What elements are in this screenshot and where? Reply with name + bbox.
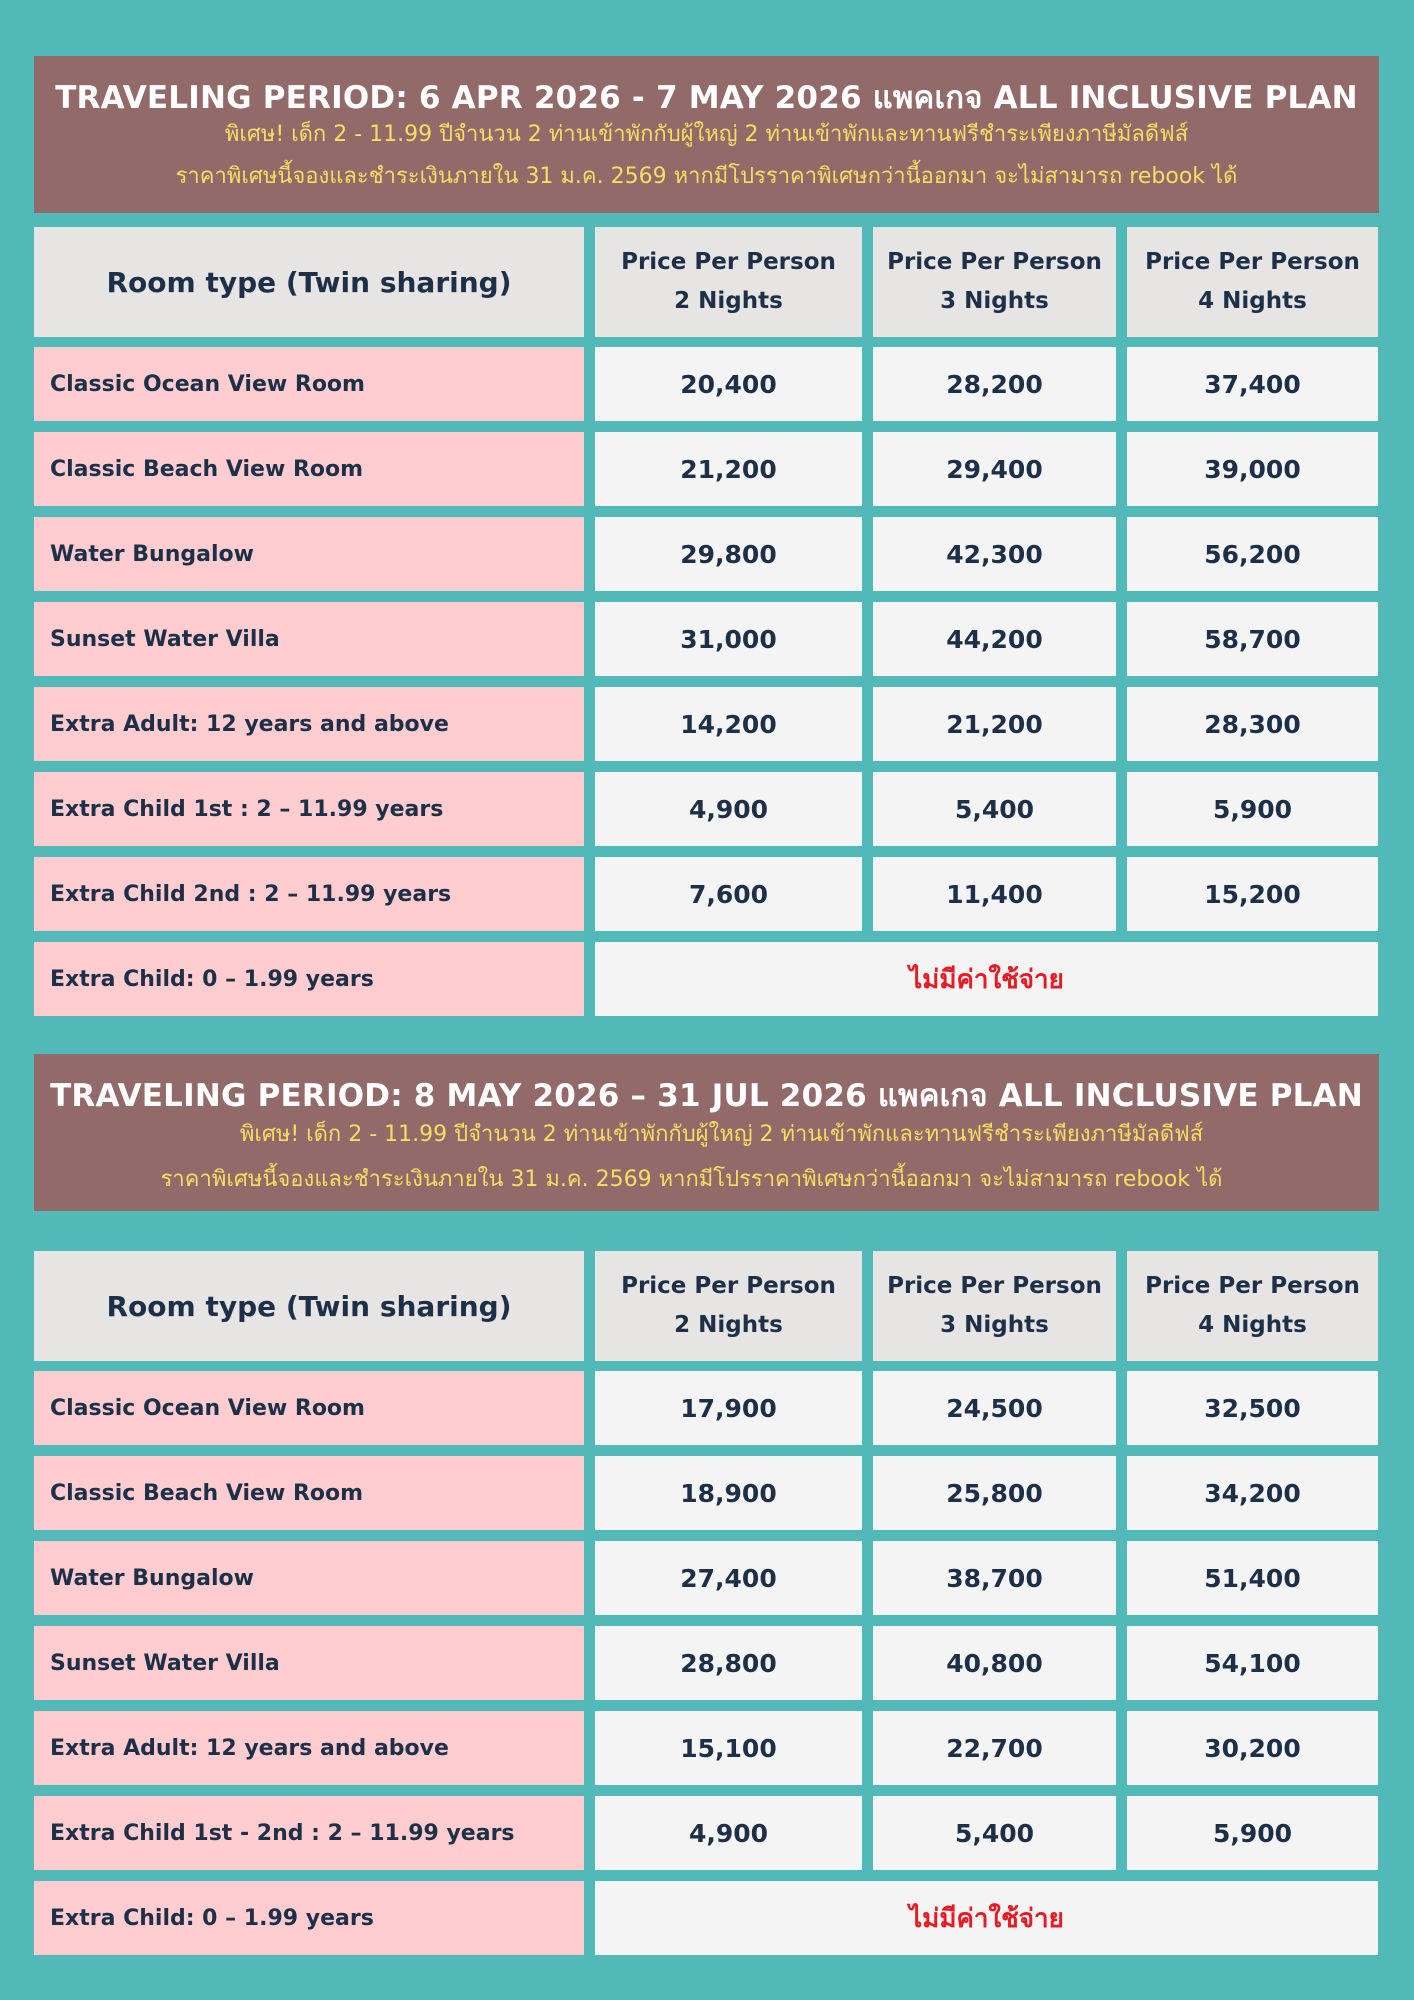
price-cell: 51,400 [1127,1541,1378,1615]
price-cell: 27,400 [595,1541,862,1615]
price-cell: 25,800 [873,1456,1116,1530]
nights-label: 4 Nights [1198,1312,1307,1338]
period-2-header-2-nights [595,1251,862,1361]
price-cell: 5,900 [1127,1796,1378,1870]
price-cell: 54,100 [1127,1626,1378,1700]
price-cell: 32,500 [1127,1371,1378,1445]
price-cell: 21,200 [595,432,862,506]
table-row-label: Extra Child 1st : 2 – 11.99 years [34,772,584,846]
no-charge-cell: ไม่มีค่าใช้จ่าย [595,1881,1378,1955]
price-cell: 58,700 [1127,602,1378,676]
table-row-label: Sunset Water Villa [34,1626,584,1700]
table-row-label: Extra Adult: 12 years and above [34,1711,584,1785]
price-cell: 28,200 [873,347,1116,421]
price-cell: 4,900 [595,1796,862,1870]
table-row-label: Water Bungalow [34,1541,584,1615]
nights-label: 2 Nights [674,288,783,314]
price-per-person-label: Price Per Person [621,249,836,275]
table-row-label: Classic Beach View Room [34,432,584,506]
price-cell: 5,400 [873,1796,1116,1870]
price-cell: 7,600 [595,857,862,931]
table-row-label: Extra Child: 0 – 1.99 years [34,1881,584,1955]
period-2-promo-note: พิเศษ! เด็ก 2 - 11.99 ปีจำนวน 2 ท่านเข้าพักกับผู้ใหญ่ 2 ท่านเข้าพักและทานฟรีชำระเพียงภาษีมัลดีฟส์ [239,1122,1204,1147]
price-cell: 24,500 [873,1371,1116,1445]
table-row-label: Sunset Water Villa [34,602,584,676]
nights-label: 2 Nights [674,1312,783,1338]
price-cell: 38,700 [873,1541,1116,1615]
table-row-label: Extra Child: 0 – 1.99 years [34,942,584,1016]
price-cell: 5,900 [1127,772,1378,846]
table-row-label: Water Bungalow [34,517,584,591]
table-row-label: Classic Ocean View Room [34,347,584,421]
price-cell: 5,400 [873,772,1116,846]
period-2-room-type-header: Room type (Twin sharing) [34,1251,584,1361]
price-cell: 28,800 [595,1626,862,1700]
nights-label: 4 Nights [1198,288,1307,314]
table-row-label: Extra Child 2nd : 2 – 11.99 years [34,857,584,931]
price-cell: 34,200 [1127,1456,1378,1530]
price-cell: 42,300 [873,517,1116,591]
price-cell: 29,800 [595,517,862,591]
nights-label: 3 Nights [940,288,1049,314]
period-2-banner [34,1054,1379,1211]
price-cell: 18,900 [595,1456,862,1530]
price-cell: 21,200 [873,687,1116,761]
price-cell: 4,900 [595,772,862,846]
price-per-person-label: Price Per Person [1145,1273,1360,1299]
price-cell: 44,200 [873,602,1116,676]
price-cell: 40,800 [873,1626,1116,1700]
period-2-title: TRAVELING PERIOD: 8 MAY 2026 – 31 JUL 2026 แพคเกจ ALL INCLUSIVE PLAN [50,1078,1363,1114]
price-cell: 31,000 [595,602,862,676]
price-per-person-label: Price Per Person [1145,249,1360,275]
price-cell: 30,200 [1127,1711,1378,1785]
price-cell: 15,200 [1127,857,1378,931]
table-row-label: Classic Ocean View Room [34,1371,584,1445]
no-charge-cell: ไม่มีค่าใช้จ่าย [595,942,1378,1016]
price-cell: 17,900 [595,1371,862,1445]
price-cell: 39,000 [1127,432,1378,506]
period-2-booking-note: ราคาพิเศษนี้จองและชำระเงินภายใน 31 ม.ค. 2569 หากมีโปรราคาพิเศษกว่านี้ออกมา จะไม่สามารถ rebook ได้ [160,1167,1223,1192]
period-2-header-4-nights [1127,1251,1378,1361]
price-per-person-label: Price Per Person [621,1273,836,1299]
price-cell: 22,700 [873,1711,1116,1785]
nights-label: 3 Nights [940,1312,1049,1338]
period-1-banner [34,56,1379,213]
price-per-person-label: Price Per Person [887,1273,1102,1299]
period-2-header-3-nights [873,1251,1116,1361]
period-1-promo-note: พิเศษ! เด็ก 2 - 11.99 ปีจำนวน 2 ท่านเข้าพักกับผู้ใหญ่ 2 ท่านเข้าพักและทานฟรีชำระเพียงภาษีมัลดีฟส์ [224,122,1189,147]
table-row-label: Extra Child 1st - 2nd : 2 – 11.99 years [34,1796,584,1870]
period-1-header-3-nights [873,227,1116,337]
price-cell: 20,400 [595,347,862,421]
price-cell: 15,100 [595,1711,862,1785]
price-cell: 56,200 [1127,517,1378,591]
table-row-label: Extra Adult: 12 years and above [34,687,584,761]
table-row-label: Classic Beach View Room [34,1456,584,1530]
period-1-room-type-header: Room type (Twin sharing) [34,227,584,337]
price-cell: 14,200 [595,687,862,761]
price-cell: 37,400 [1127,347,1378,421]
period-1-title: TRAVELING PERIOD: 6 APR 2026 - 7 MAY 2026 แพคเกจ ALL INCLUSIVE PLAN [55,80,1358,116]
price-cell: 29,400 [873,432,1116,506]
price-cell: 11,400 [873,857,1116,931]
period-1-header-4-nights [1127,227,1378,337]
price-per-person-label: Price Per Person [887,249,1102,275]
price-cell: 28,300 [1127,687,1378,761]
period-1-header-2-nights [595,227,862,337]
period-1-booking-note: ราคาพิเศษนี้จองและชำระเงินภายใน 31 ม.ค. 2569 หากมีโปรราคาพิเศษกว่านี้ออกมา จะไม่สามารถ rebook ได้ [175,164,1238,189]
